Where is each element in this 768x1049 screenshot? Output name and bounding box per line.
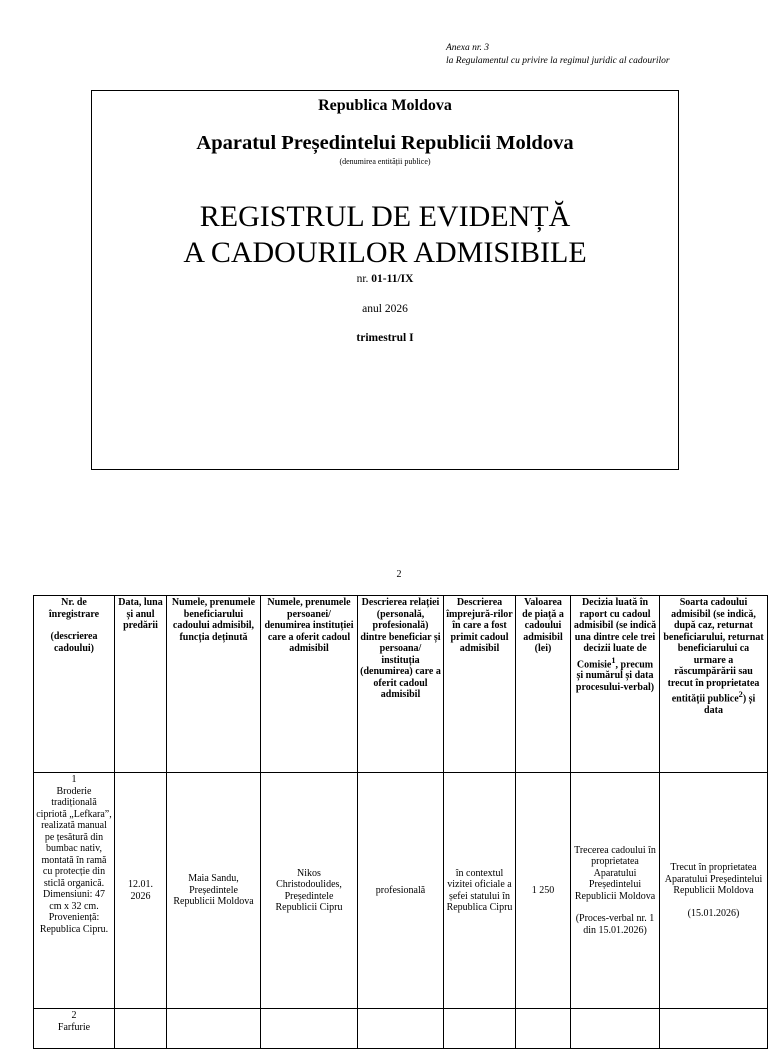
circumstances: în contextul vizitei oficiale a șefei statului în Republica Cipru <box>444 773 516 1009</box>
header-registration-number-label: Nr. de înregistrare <box>48 597 100 620</box>
annex-number: Anexa nr. 3 <box>446 43 490 53</box>
circumstances <box>444 1009 516 1049</box>
row-number: 2 <box>71 1010 77 1021</box>
table-row <box>34 773 768 1009</box>
table-header-row <box>34 596 768 773</box>
footnote-2-marker: 2 <box>738 690 743 699</box>
fate-date: (15.01.2026) <box>687 907 740 919</box>
country-name: Republica Moldova <box>318 97 452 114</box>
gift-description: Farfurie <box>57 1021 91 1033</box>
relation-type: profesională <box>358 773 444 1009</box>
header-gift-description-label: (descrierea cadoului) <box>50 631 98 654</box>
register-year: anul 2026 <box>362 303 408 315</box>
row-registration-cell <box>34 773 115 1009</box>
row-registration-cell <box>34 1009 115 1049</box>
public-entity-caption: (denumirea entității publice) <box>339 157 431 166</box>
register-number <box>92 273 678 285</box>
market-value: 1 250 <box>516 773 571 1009</box>
register-cover-box <box>91 90 679 470</box>
fate-text: Trecut în proprietatea Aparatului Președintelui Republicii Moldova <box>664 862 763 896</box>
header-handover-date: Data, luna și anul predării <box>115 596 167 773</box>
relation-type <box>358 1009 444 1049</box>
header-decision-text-end: , precum și numărul și data procesului-verbal) <box>575 658 655 693</box>
gift-fate <box>660 773 768 1009</box>
page-number: 2 <box>396 569 402 580</box>
header-fate-text-end: ) și data <box>704 693 756 716</box>
public-entity-name: Aparatul Președintelui Republicii Moldova <box>196 132 574 154</box>
header-gift-fate <box>660 596 768 773</box>
commission-decision <box>571 1009 660 1049</box>
header-beneficiary: Numele, prenumele beneficiarului cadoului admisibil, funcția deținută <box>167 596 261 773</box>
commission-decision <box>571 773 660 1009</box>
decision-protocol: (Proces-verbal nr. 1 din 15.01.2026) <box>575 913 655 936</box>
gift-fate <box>660 1009 768 1049</box>
handover-date <box>115 1009 167 1049</box>
table-row <box>34 1009 768 1049</box>
beneficiary-name <box>167 1009 261 1049</box>
annex-reference <box>446 42 670 68</box>
header-market-value: Valoarea de piață a cadoului admisibil (lei) <box>516 596 571 773</box>
header-giver: Numele, prenumele persoanei/ denumirea instituției care a oferit cadoul admisibil <box>261 596 358 773</box>
gifts-register-table <box>33 595 768 1049</box>
giver-name: Nikos Christodoulides, Președintele Republicii Cipru <box>261 773 358 1009</box>
header-commission-decision <box>571 596 660 773</box>
register-title-line2: A CADOURILOR ADMISIBILE <box>183 236 587 269</box>
beneficiary-name: Maia Sandu, Președintele Republicii Moldova <box>167 773 261 1009</box>
handover-date: 12.01. 2026 <box>115 773 167 1009</box>
register-title-line1: REGISTRUL DE EVIDENȚĂ <box>199 200 571 233</box>
header-fate-text: Soarta cadoului admisibil (se indică, după caz, returnat beneficiarului, returnat beneficiarului ca urmare a răscumpărării sau trecut în proprietatea entității publice <box>663 597 764 705</box>
header-decision-text: Decizia luată în raport cu cadoul admisibil (se indică una dintre cele trei decizii luate de Comisie <box>573 597 657 670</box>
row-number: 1 <box>71 774 77 785</box>
header-circumstances: Descrierea împrejură-rilor în care a fost primit cadoul admisibil <box>444 596 516 773</box>
register-quarter: trimestrul I <box>356 332 414 344</box>
header-registration-number <box>34 596 115 773</box>
annex-regulation: la Regulamentul cu privire la regimul juridic al cadourilor <box>446 56 670 66</box>
register-number-value: 01-11/IX <box>371 273 414 285</box>
decision-text: Trecerea cadoului în proprietatea Aparatului Președintelui Republicii Moldova <box>574 844 656 902</box>
gift-description: Broderie tradițională cipriotă „Lefkara”, realizată manual pe țesătură din bumbac nativ, montată în ramă cu protecție din sticlă organică. Dimensiuni: 47 cm x 32 cm. Proveniență: Republica Cipru. <box>36 785 112 935</box>
market-value <box>516 1009 571 1049</box>
header-relation: Descrierea relației (personală, profesională) dintre beneficiar și persoana/ instituția (denumirea) care a oferit cadoul admisibil <box>358 596 444 773</box>
giver-name <box>261 1009 358 1049</box>
footnote-1-marker: 1 <box>611 655 616 665</box>
register-number-prefix: nr. <box>356 273 372 285</box>
